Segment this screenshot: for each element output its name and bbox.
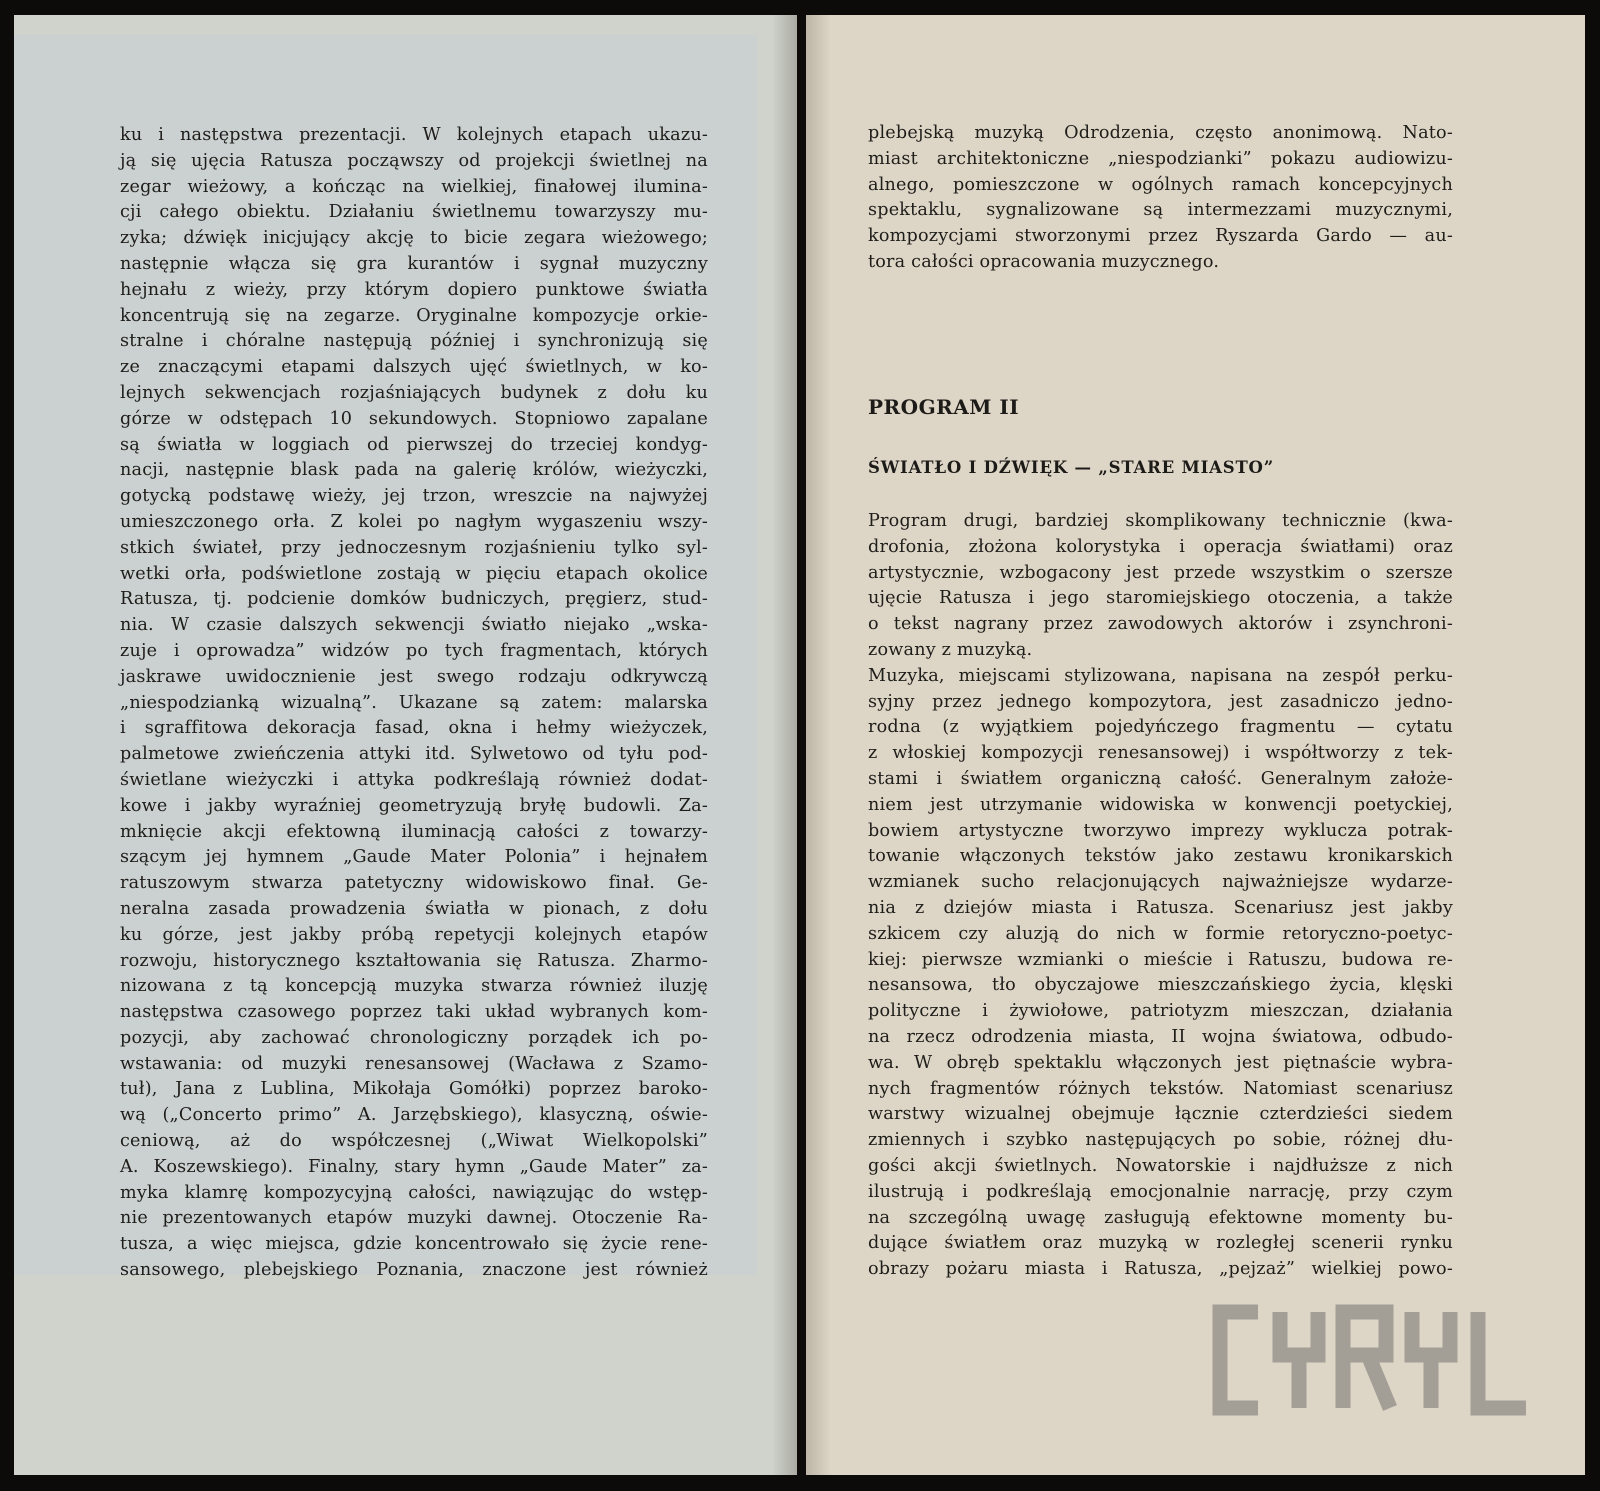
right-page-top-text xyxy=(868,121,1453,276)
text-line: ceniową, aż do współczesnej („Wiwat Wielkopolski” xyxy=(120,1131,708,1152)
text-line: nacji, następnie blask pada na galerię królów, wieżyczki, xyxy=(120,460,708,481)
text-line: tuł), Jana z Lublina, Mikołaja Gomółki) poprzez baroko- xyxy=(120,1079,708,1100)
text-line: szącym jej hymnem „Gaude Mater Polonia” i hejnałem xyxy=(120,847,708,868)
text-line: warstwy wizualnej obejmuje łącznie czterdzieści siedem xyxy=(868,1104,1453,1125)
text-line: szkicem czy aluzją do nich w formie retoryczno-poetyc- xyxy=(868,923,1453,944)
text-line: rodna (z wyjątkiem pojedyńczego fragmentu — cytatu xyxy=(868,717,1453,738)
text-line: wzmianek sucho relacjonujących najważniejsze wydarze- xyxy=(868,872,1453,893)
text-line: Program drugi, bardziej skomplikowany technicznie (kwa- xyxy=(868,511,1453,531)
text-line: tusza, a więc miejsca, gdzie koncentrowało się życie rene- xyxy=(120,1234,708,1255)
text-line: o tekst nagrany przez zawodowych aktorów i zsynchroni- xyxy=(868,614,1453,635)
text-line: drofonia, złożona kolorystyka i operacja światłami) oraz xyxy=(868,536,1453,557)
text-line: Muzyka, miejscami stylizowana, napisana na zespół perku- xyxy=(868,665,1453,686)
page-gutter-shadow xyxy=(806,15,831,1475)
text-line: miast architektoniczne „niespodzianki” pokazu audiowizu- xyxy=(868,148,1453,169)
text-line: i sgraffitowa dekoracja fasad, okna i hełmy wieżyczek, xyxy=(120,718,708,739)
text-line: gotycką podstawę wieży, jej trzon, wreszcie na najwyżej xyxy=(120,486,708,507)
right-page-body-text xyxy=(868,509,1453,1283)
text-line: palmetowe zwieńczenia attyki itd. Sylwetowo od tyłu pod- xyxy=(120,744,708,765)
section-subheading: ŚWIATŁO I DŹWIĘK — „STARE MIASTO” xyxy=(868,458,1275,477)
text-line: niem jest utrzymanie widowiska w konwencji poetyckiej, xyxy=(868,794,1453,815)
text-line: gości akcji świetlnych. Nowatorskie i najdłuższe z nich xyxy=(868,1155,1453,1176)
text-line: zmiennych i szybko następujących po sobie, różnej dłu- xyxy=(868,1130,1453,1151)
text-line: „niespodzianką wizualną”. Ukazane są zatem: malarska xyxy=(120,692,708,713)
page-gutter-shadow xyxy=(772,15,797,1475)
text-line: tora całości opracowania muzycznego. xyxy=(868,251,1220,272)
text-line: kowe i jakby wyraźniej geometryzują bryłę budowli. Za- xyxy=(120,795,708,816)
text-line: są światła w loggiach od pierwszej do trzeciej kondyg- xyxy=(120,434,708,455)
text-line: nia z dziejów miasta i Ratusza. Scenariusz jest jakby xyxy=(868,897,1453,918)
text-line: wstawania: od muzyki renesansowej (Wacława z Szamo- xyxy=(120,1053,708,1074)
right-page xyxy=(806,15,1585,1475)
text-line: wą („Concerto primo” A. Jarzębskiego), klasyczną, oświe- xyxy=(120,1105,708,1126)
text-line: górze w odstępach 10 sekundowych. Stopniowo zapalane xyxy=(120,408,708,429)
text-line: syjny przez jednego kompozytora, jest zasadniczo jedno- xyxy=(868,691,1453,712)
left-page xyxy=(14,15,797,1475)
text-line: koncentrują się na zegarze. Oryginalne kompozycje orkie- xyxy=(120,305,708,326)
text-line: bowiem artystyczne tworzywo imprezy wyklucza potrak- xyxy=(868,820,1453,841)
text-line: zowany z muzyką. xyxy=(868,639,1033,660)
section-heading: PROGRAM II xyxy=(868,395,1020,419)
text-line: zuje i oprowadza” widzów po tych fragmentach, których xyxy=(120,640,708,661)
text-line: spektaklu, sygnalizowane są intermezzami muzycznymi, xyxy=(868,200,1453,221)
text-line: następnie włącza się gra kurantów i sygnał muzyczny xyxy=(120,253,708,274)
text-line: stkich świateł, przy jednoczesnym rozjaśnieniu tylko syl- xyxy=(120,537,708,558)
text-line: neralna zasada prowadzenia światła w pionach, z dołu xyxy=(120,898,708,919)
text-line: pozycji, aby zachować chronologiczny porządek ich po- xyxy=(120,1027,708,1048)
text-line: dujące światłem oraz muzyką w rozległej scenerii rynku xyxy=(868,1233,1453,1254)
text-line: ilustrują i podkreślają emocjonalnie narrację, przy czym xyxy=(868,1181,1453,1202)
text-line: świetlane wieżyczki i attyka podkreślają również dodat- xyxy=(120,769,708,790)
text-line: ratuszowym stwarza patetyczny widowiskowo finał. Ge- xyxy=(120,873,708,894)
text-line: zyka; dźwięk inicjujący akcję to bicie zegara wieżowego; xyxy=(120,228,708,249)
left-page-text xyxy=(120,123,708,1284)
text-line: nie prezentowanych etapów muzyki dawnej. Otoczenie Ra- xyxy=(120,1208,708,1229)
text-line: sansowego, plebejskiego Poznania, znaczone jest również xyxy=(120,1260,708,1281)
text-line: umieszczonego orła. Z kolei po nagłym wygaszeniu wszy- xyxy=(120,511,708,532)
text-line: nia. W czasie dalszych sekwencji światło niejako „wska- xyxy=(120,615,708,636)
cyryl-watermark-logo xyxy=(1208,1300,1538,1420)
text-line: lejnych sekwencjach rozjaśniających budynek z dołu ku xyxy=(120,382,708,403)
text-line: ku górze, jest jakby próbą repetycji kolejnych etapów xyxy=(120,924,708,945)
text-line: artystycznie, wzbogacony jest przede wszystkim o szersze xyxy=(868,562,1453,583)
text-line: myka klamrę kompozycyjną całości, nawiązując do wstęp- xyxy=(120,1182,708,1203)
text-line: kompozycjami stworzonymi przez Ryszarda Gardo — au- xyxy=(868,226,1453,247)
text-line: kiej: pierwsze wzmianki o mieście i Ratuszu, budowa re- xyxy=(868,949,1453,970)
text-line: na rzecz odrodzenia miasta, II wojna światowa, odbudo- xyxy=(868,1026,1453,1047)
text-line: nizowana z tą koncepcją muzyka stwarza również iluzję xyxy=(120,976,708,997)
text-line: Ratusza, tj. podcienie domków budniczych, pręgierz, stud- xyxy=(120,589,708,610)
text-line: ze znaczącymi etapami dalszych ujęć świetlnych, w ko- xyxy=(120,357,708,378)
text-line: alnego, pomieszczone w ogólnych ramach koncepcyjnych xyxy=(868,174,1453,195)
text-line: na szczególną uwagę zasługują efektowne momenty bu- xyxy=(868,1207,1453,1228)
text-line: obrazy pożaru miasta i Ratusza, „pejzaż” wielkiej powo- xyxy=(868,1259,1453,1280)
text-line: wa. W obręb spektaklu włączonych jest piętnaście wybra- xyxy=(868,1052,1453,1073)
text-line: jaskrawe uwidocznienie jest swego rodzaju odkrywczą xyxy=(120,666,708,687)
text-line: następstwa czasowego poprzez taki układ wybranych kom- xyxy=(120,1002,708,1023)
text-line: plebejską muzyką Odrodzenia, często anonimową. Nato- xyxy=(868,123,1453,143)
text-line: ją się ujęcia Ratusza począwszy od projekcji świetlnej na xyxy=(120,150,708,171)
text-line: wetki orła, podświetlone zostają w pięciu etapach okolice xyxy=(120,563,708,584)
text-line: hejnału z wieży, przy którym dopiero punktowe światła xyxy=(120,279,708,300)
text-line: ku i następstwa prezentacji. W kolejnych etapach ukazu- xyxy=(120,125,708,145)
text-line: z włoskiej kompozycji renesansowej) i współtworzy z tek- xyxy=(868,743,1453,764)
text-line: towanie włączonych tekstów jako zestawu kronikarskich xyxy=(868,846,1453,867)
text-line: ujęcie Ratusza i jego staromiejskiego otoczenia, a także xyxy=(868,588,1453,609)
text-line: polityczne i żywiołowe, patriotyzm mieszczan, działania xyxy=(868,1001,1453,1022)
text-line: stralne i chóralne następują później i synchronizują się xyxy=(120,331,708,352)
text-line: cji całego obiektu. Działaniu świetlnemu towarzyszy mu- xyxy=(120,202,708,223)
book-spine xyxy=(797,0,806,1491)
text-line: rozwoju, historycznego kształtowania się Ratusza. Zharmo- xyxy=(120,950,708,971)
text-line: A. Koszewskiego). Finalny, stary hymn „Gaude Mater” za- xyxy=(120,1156,708,1177)
text-line: zegar wieżowy, a kończąc na wielkiej, finałowej ilumina- xyxy=(120,176,708,197)
text-line: nesansowa, tło obyczajowe mieszczańskiego życia, klęski xyxy=(868,975,1453,996)
text-line: nych fragmentów różnych tekstów. Natomiast scenariusz xyxy=(868,1078,1453,1099)
text-line: stami i światłem organiczną całość. Generalnym założe- xyxy=(868,768,1453,789)
text-line: mknięcie akcji efektowną iluminacją całości z towarzy- xyxy=(120,821,708,842)
